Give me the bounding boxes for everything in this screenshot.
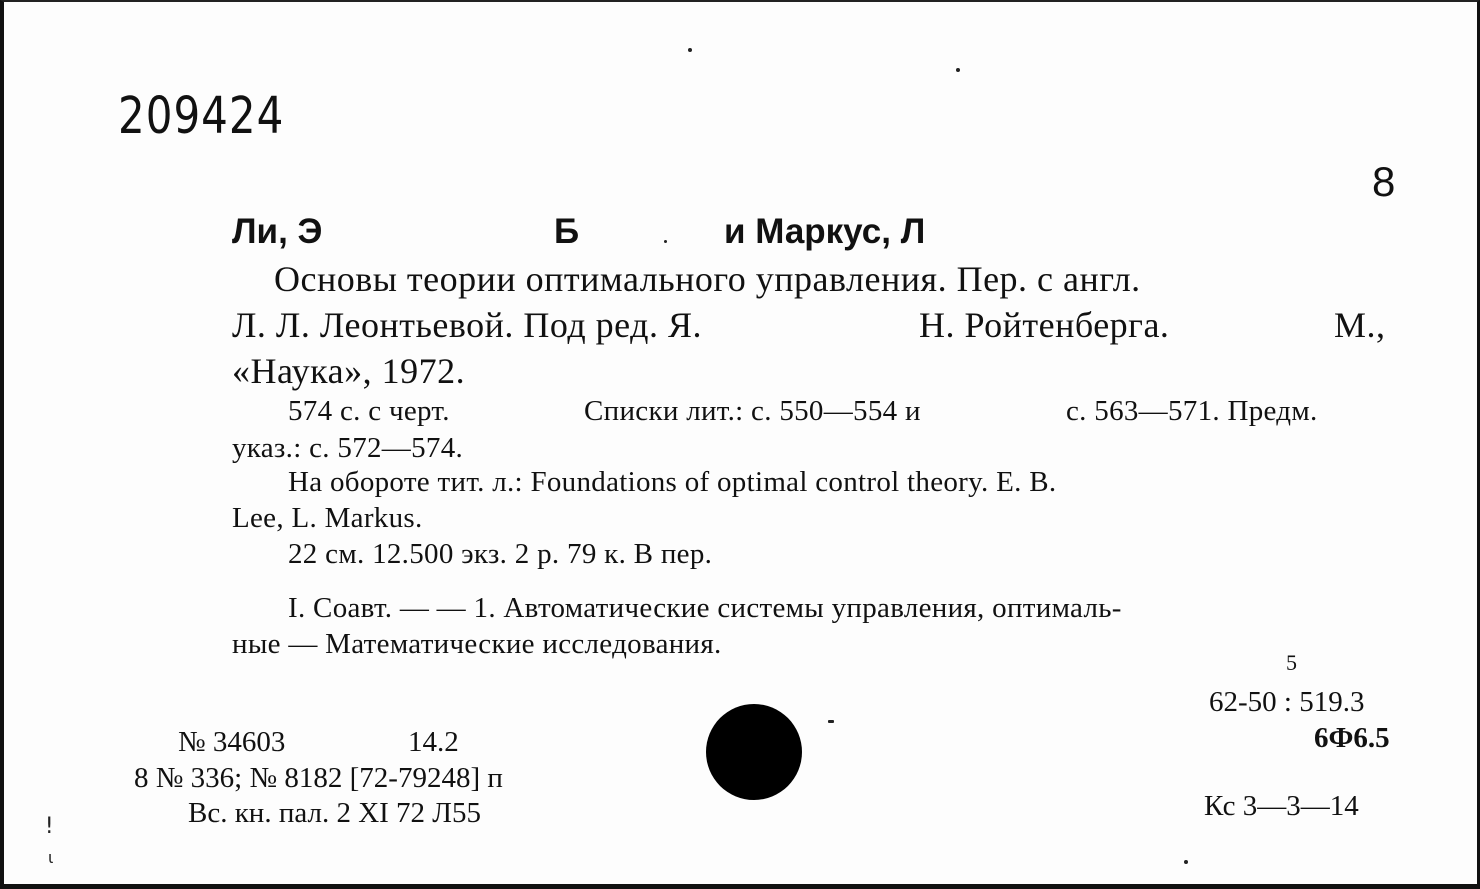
- dust-speck: [828, 720, 834, 723]
- udc-code: 62-50 : 519.3: [1209, 686, 1365, 718]
- edge-mark: ǃ: [46, 814, 53, 839]
- subject-line-2: ные — Математические исследования.: [232, 628, 722, 660]
- bbk-code: 6Ф6.5: [1314, 722, 1390, 754]
- title-line-2: Л. Л. Леонтьевой. Под ред. Я.: [232, 305, 703, 345]
- edition-line: 22 см. 12.500 экз. 2 р. 79 к. В пер.: [288, 538, 713, 570]
- punch-hole: [706, 704, 802, 800]
- author-first: Ли, Э: [232, 212, 323, 251]
- physical-description-index: указ.: с. 572—574.: [232, 432, 464, 464]
- original-title-line-2: Lee, L. Markus.: [232, 502, 423, 534]
- physical-description-bibliography: Списки лит.: с. 550—554 и: [584, 395, 921, 427]
- title-line-1: Основы теории оптимального управления. Пер. с англ.: [274, 259, 1141, 299]
- footer-record-number: № 34603: [178, 726, 286, 758]
- title-line-3: «Наука», 1972.: [232, 351, 466, 391]
- dust-speck: [688, 48, 692, 52]
- footer-line-2: 8 № 336; № 8182 [72-79248] п: [134, 762, 503, 794]
- subject-line-1: I. Соавт. — — 1. Автоматические системы управления, оптималь-: [288, 592, 1122, 624]
- physical-description-bibliography-2: с. 563—571. Предм.: [1066, 395, 1318, 427]
- dust-speck: [956, 68, 960, 72]
- author-second: и Маркус, Л: [724, 212, 926, 251]
- udc-mark: 5: [1286, 650, 1297, 675]
- author-initial: Б: [554, 212, 580, 251]
- footer-line-3: Вс. кн. пал. 2 XI 72 Л55: [188, 797, 481, 829]
- title-line-2-editor: Н. Ройтенберга.: [919, 305, 1170, 345]
- physical-description-pages: 574 с. с черт.: [288, 395, 450, 427]
- classification-digit: 8: [1372, 158, 1396, 205]
- dust-speck: [1184, 860, 1188, 864]
- title-line-2-place: М.,: [1334, 305, 1386, 345]
- footer-record-date: 14.2: [408, 726, 459, 758]
- edge-mark: ι: [48, 848, 54, 867]
- inventory-number: 209424: [118, 86, 285, 145]
- original-title-line-1: На обороте тит. л.: Foundations of optimal control theory. E. B.: [288, 466, 1057, 498]
- dust-speck: [664, 240, 667, 243]
- author-mark: Кс 3—3—14: [1204, 790, 1359, 822]
